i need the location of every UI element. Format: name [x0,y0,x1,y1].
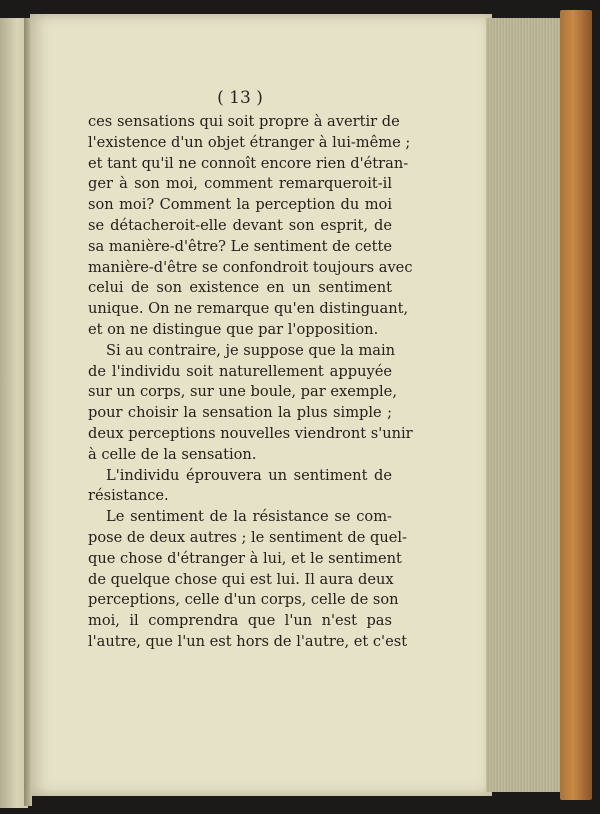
text-line: ger à son moi, comment remarqueroit-il [88,175,392,193]
text-line: son moi? Comment la perception du moi [88,196,392,214]
text-line: l'existence d'un objet étranger à lui-même ; [88,133,411,151]
text-line: de l'individu soit naturellement appuyée [88,362,392,380]
text-line: résistance. [88,487,169,505]
text-line: que chose d'étranger à lui, et le sentiment [88,549,402,567]
text-line: manière-d'être se confondroit toujours avec [88,258,413,276]
text-line: se détacheroit-elle devant son esprit, de [88,216,392,234]
text-line: de quelque chose qui est lui. Il aura deux [88,570,394,588]
text-line: moi, il comprendra que l'un n'est pas [88,612,392,630]
text-line: pour choisir la sensation la plus simple ; [88,404,392,422]
page-number: ( 13 ) [217,88,263,108]
text-line: Si au contraire, je suppose que la main [106,341,396,359]
text-line: à celle de la sensation. [88,445,257,463]
page-fore-edge [486,18,566,792]
text-line: et tant qu'il ne connoît encore rien d'étran- [88,154,409,172]
text-line: L'individu éprouvera un sentiment de [106,466,392,484]
text-line: unique. On ne remarque qu'en distinguant, [88,300,409,318]
text-line: pose de deux autres ; le sentiment de quel- [88,528,407,546]
text-line: l'autre, que l'un est hors de l'autre, et c'est [88,632,408,650]
text-line: deux perceptions nouvelles viendront s'unir [88,424,413,442]
text-line: celui de son existence en un sentiment [88,279,392,297]
page-text [88,112,413,653]
text-line: Le sentiment de la résistance se com- [106,508,392,526]
leather-cover [560,10,592,800]
text-line: ces sensations qui soit propre à avertir de [88,113,400,130]
text-line: sur un corps, sur une boule, par exemple, [88,383,397,401]
text-line: perceptions, celle d'un corps, celle de son [88,591,399,609]
text-line: et on ne distingue que par l'opposition. [88,320,379,338]
text-line: sa manière-d'être? Le sentiment de cette [88,237,392,255]
